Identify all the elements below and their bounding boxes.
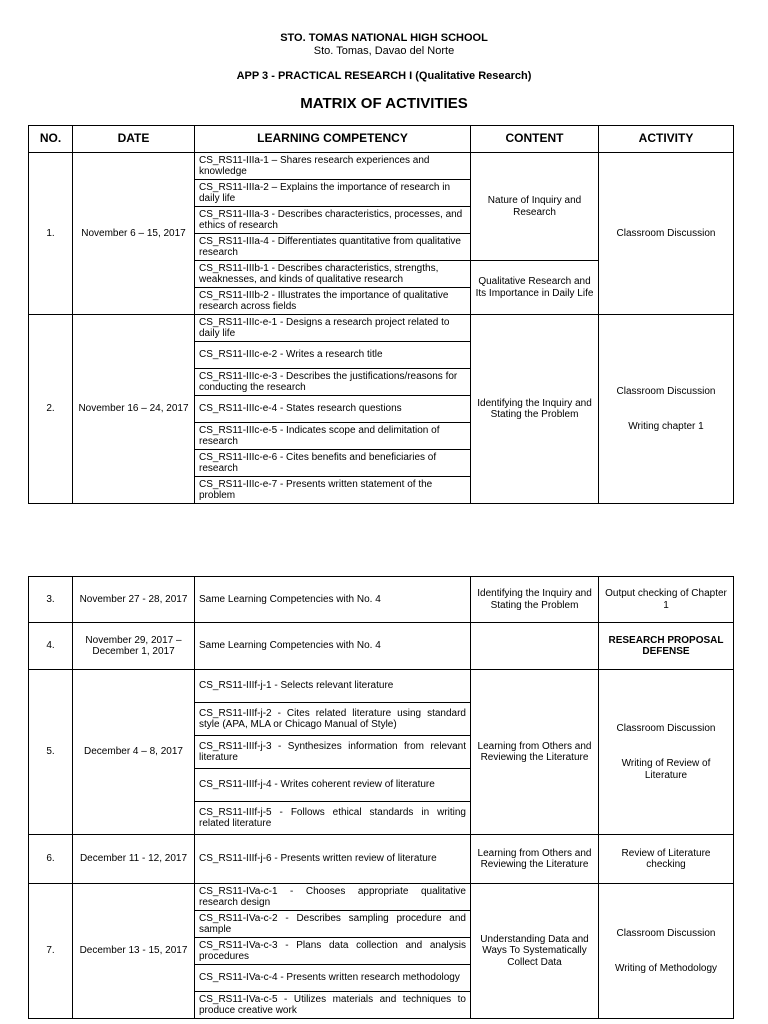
activity-cell: Classroom Discussion xyxy=(599,153,734,315)
header-competency: LEARNING COMPETENCY xyxy=(195,126,471,153)
content-cell: Understanding Data and Ways To Systematically Collect Data xyxy=(471,884,599,1019)
row-date: November 29, 2017 – December 1, 2017 xyxy=(73,623,195,670)
content-cell: Learning from Others and Reviewing the Literature xyxy=(471,835,599,884)
competency-cell: CS_RS11-IIIf-j-3 - Synthesizes information from relevant literature xyxy=(195,736,471,769)
row-date: December 4 – 8, 2017 xyxy=(73,670,195,835)
table-row xyxy=(29,315,734,342)
activity-line: Classroom Discussion xyxy=(616,927,716,939)
activity-cell xyxy=(599,315,734,504)
table-row xyxy=(29,835,734,884)
activity-cell: RESEARCH PROPOSAL DEFENSE xyxy=(599,623,734,670)
table-header-row xyxy=(29,126,734,153)
course-title: APP 3 - PRACTICAL RESEARCH I (Qualitative Research) xyxy=(236,70,532,82)
competency-cell: CS_RS11-IIIc-e-7 - Presents written statement of the problem xyxy=(195,477,471,504)
activity-line: Writing of Review of Literature xyxy=(621,758,711,781)
competency-cell: CS_RS11-IIIb-2 - Illustrates the importance of qualitative research across fields xyxy=(195,288,471,315)
content-cell: Learning from Others and Reviewing the Literature xyxy=(471,670,599,835)
competency-cell: CS_RS11-IIIc-e-3 - Describes the justifications/reasons for conducting the research xyxy=(195,369,471,396)
content-cell xyxy=(471,623,599,670)
activity-cell: Review of Literature checking xyxy=(599,835,734,884)
activities-table-part-1 xyxy=(28,125,734,504)
row-date: November 27 - 28, 2017 xyxy=(73,577,195,623)
row-number: 3. xyxy=(29,577,73,623)
competency-cell: CS_RS11-IIIa-1 – Shares research experiences and knowledge xyxy=(195,153,471,180)
competency-cell: CS_RS11-IVa-c-1 - Chooses appropriate qualitative research design xyxy=(195,884,471,911)
content-cell: Nature of Inquiry and Research xyxy=(471,153,599,261)
activities-table-part-2 xyxy=(28,576,734,1019)
row-date: December 13 - 15, 2017 xyxy=(73,884,195,1019)
competency-cell: CS_RS11-IIIf-j-2 - Cites related literature using standard style (APA, MLA or Chicago Manual of Style) xyxy=(195,703,471,736)
row-number: 5. xyxy=(29,670,73,835)
activity-line: Classroom Discussion xyxy=(616,385,716,397)
table-row xyxy=(29,577,734,623)
content-cell: Identifying the Inquiry and Stating the Problem xyxy=(471,315,599,504)
header-activity: ACTIVITY xyxy=(599,126,734,153)
competency-cell: Same Learning Competencies with No. 4 xyxy=(195,577,471,623)
competency-cell: CS_RS11-IIIa-4 - Differentiates quantitative from qualitative research xyxy=(195,234,471,261)
row-date: November 6 – 15, 2017 xyxy=(73,153,195,315)
row-date: November 16 – 24, 2017 xyxy=(73,315,195,504)
competency-cell: CS_RS11-IIIf-j-1 - Selects relevant literature xyxy=(195,670,471,703)
spacer xyxy=(603,939,729,963)
table-row xyxy=(29,623,734,670)
competency-cell: CS_RS11-IIIb-1 - Describes characteristics, strengths, weaknesses, and kinds of qualitative research xyxy=(195,261,471,288)
row-number: 7. xyxy=(29,884,73,1019)
header-no: NO. xyxy=(29,126,73,153)
competency-cell: CS_RS11-IIIc-e-6 - Cites benefits and beneficiaries of research xyxy=(195,450,471,477)
content-cell: Qualitative Research and Its Importance in Daily Life xyxy=(471,261,599,315)
competency-cell: CS_RS11-IVa-c-4 - Presents written research methodology xyxy=(195,965,471,992)
competency-cell: CS_RS11-IVa-c-5 - Utilizes materials and techniques to produce creative work xyxy=(195,992,471,1019)
competency-cell: CS_RS11-IIIc-e-4 - States research questions xyxy=(195,396,471,423)
spacer xyxy=(603,734,729,758)
header-content: CONTENT xyxy=(471,126,599,153)
competency-cell: CS_RS11-IVa-c-3 - Plans data collection and analysis procedures xyxy=(195,938,471,965)
competency-cell: CS_RS11-IIIf-j-4 - Writes coherent review of literature xyxy=(195,769,471,802)
row-date: December 11 - 12, 2017 xyxy=(73,835,195,884)
activity-line: Writing of Methodology xyxy=(614,963,718,974)
table-row xyxy=(29,670,734,703)
row-number: 6. xyxy=(29,835,73,884)
document-title: MATRIX OF ACTIVITIES xyxy=(300,95,468,112)
competency-cell: CS_RS11-IIIf-j-5 - Follows ethical standards in writing related literature xyxy=(195,802,471,835)
competency-cell: Same Learning Competencies with No. 4 xyxy=(195,623,471,670)
competency-cell: CS_RS11-IIIf-j-6 - Presents written review of literature xyxy=(195,835,471,884)
competency-cell: CS_RS11-IVa-c-2 - Describes sampling procedure and sample xyxy=(195,911,471,938)
spacer xyxy=(603,397,729,421)
competency-cell: CS_RS11-IIIc-e-1 - Designs a research project related to daily life xyxy=(195,315,471,342)
table-row xyxy=(29,153,734,180)
row-number: 2. xyxy=(29,315,73,504)
activity-cell: Output checking of Chapter 1 xyxy=(599,577,734,623)
school-location: Sto. Tomas, Davao del Norte xyxy=(313,45,455,57)
activity-line: Classroom Discussion xyxy=(616,722,716,734)
activity-cell xyxy=(599,884,734,1019)
content-cell: Identifying the Inquiry and Stating the Problem xyxy=(471,577,599,623)
competency-cell: CS_RS11-IIIc-e-5 - Indicates scope and delimitation of research xyxy=(195,423,471,450)
row-number: 4. xyxy=(29,623,73,670)
competency-cell: CS_RS11-IIIa-2 – Explains the importance of research in daily life xyxy=(195,180,471,207)
school-name: STO. TOMAS NATIONAL HIGH SCHOOL xyxy=(280,32,488,44)
competency-cell: CS_RS11-IIIa-3 - Describes characteristics, processes, and ethics of research xyxy=(195,207,471,234)
header-date: DATE xyxy=(73,126,195,153)
table-row xyxy=(29,884,734,911)
activity-line: Writing chapter 1 xyxy=(628,421,704,432)
row-number: 1. xyxy=(29,153,73,315)
activity-cell xyxy=(599,670,734,835)
competency-cell: CS_RS11-IIIc-e-2 - Writes a research title xyxy=(195,342,471,369)
